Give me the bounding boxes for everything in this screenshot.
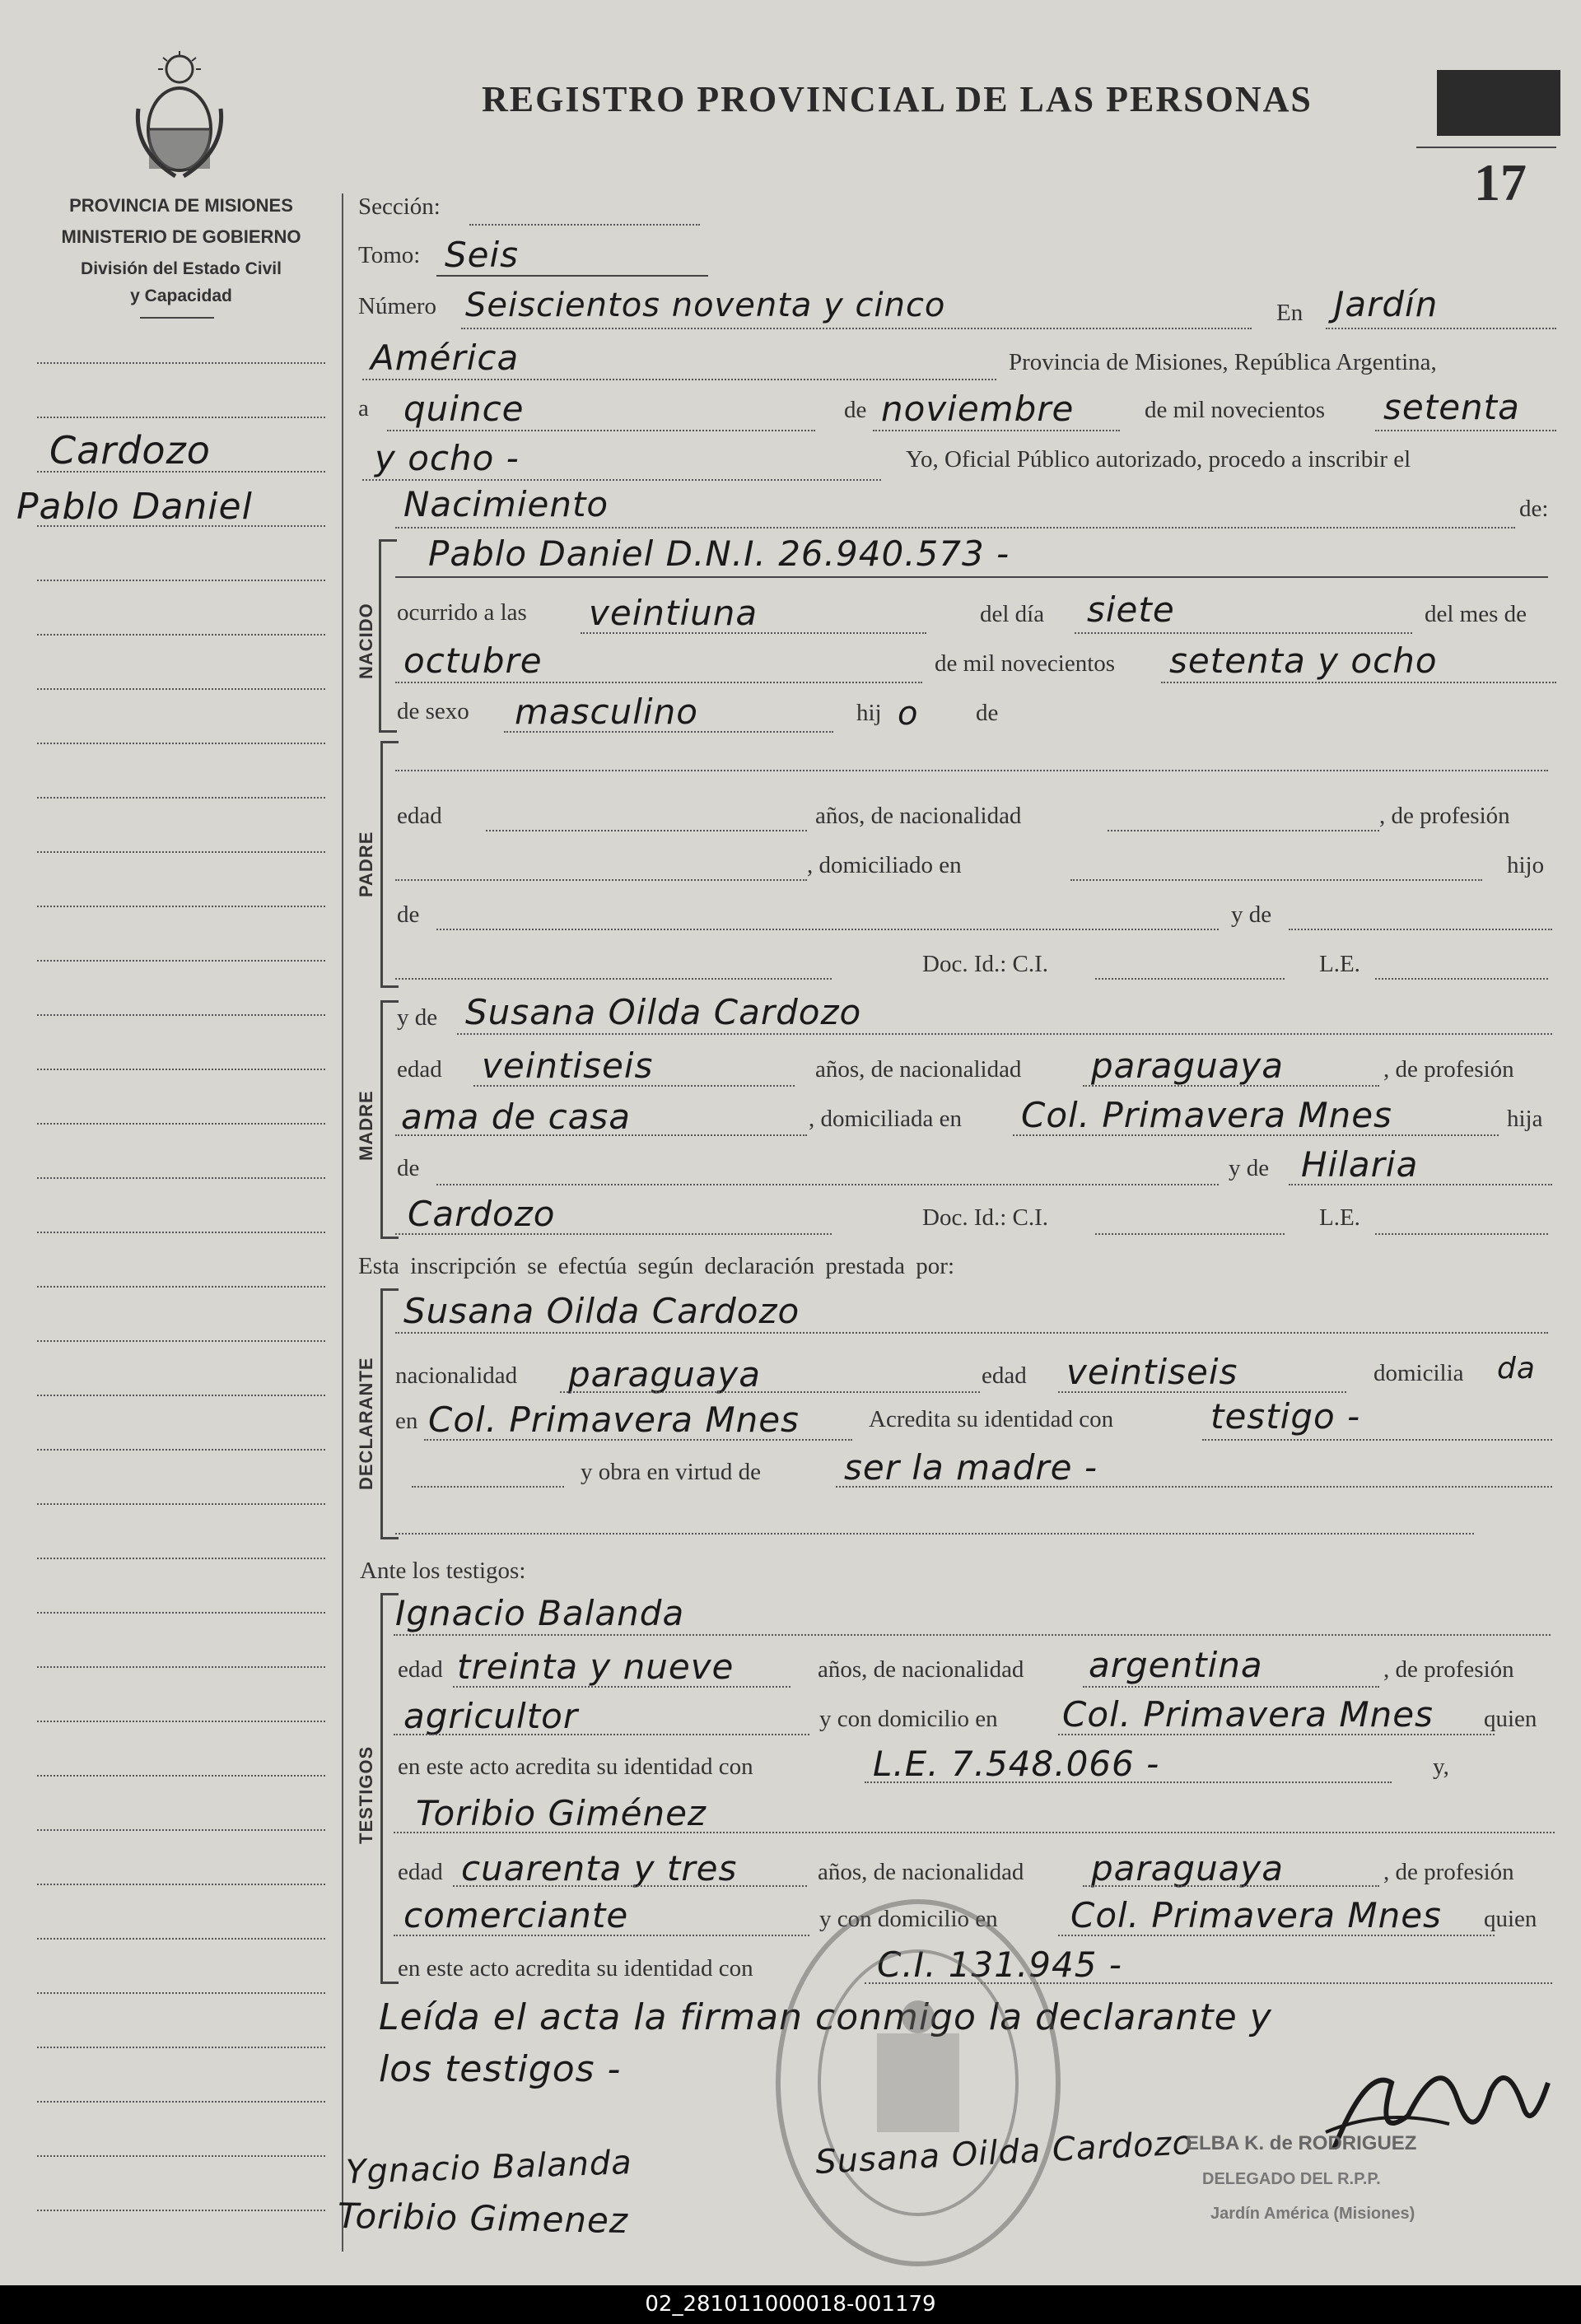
testigos-intro: Ante los testigos: — [360, 1558, 526, 1584]
testigo1-nac-line — [1083, 1686, 1379, 1688]
margin-line — [37, 1829, 325, 1831]
padre-prof-label: , de profesión — [1379, 803, 1510, 829]
closing-line-1[interactable]: Leída el acta la firman conmigo la declarante y — [379, 1996, 1272, 2038]
place-1[interactable]: Jardín — [1334, 284, 1439, 324]
madre-de-line — [436, 1184, 1219, 1185]
org-line-4: y Capacidad — [130, 286, 232, 305]
testigo2-nationality[interactable]: paraguaya — [1091, 1848, 1285, 1889]
padre-bracket — [380, 741, 383, 988]
signature-2: Susana Oilda Cardozo — [814, 2124, 1195, 2182]
nacido-year-line — [1161, 682, 1556, 683]
nacido-hour[interactable]: veintiuna — [589, 593, 758, 633]
tomo-line — [436, 275, 708, 277]
testigo2-prof-label: , de profesión — [1383, 1859, 1514, 1885]
margin-line — [37, 1721, 325, 1722]
nacido-year[interactable]: setenta y ocho — [1169, 640, 1438, 681]
place-2[interactable]: América — [371, 338, 520, 378]
org-line-3: División del Estado Civil — [81, 259, 282, 278]
madre-doc-label: Doc. Id.: C.I. — [922, 1204, 1049, 1231]
declarante-nac-label: nacionalidad — [395, 1362, 518, 1389]
padre-le-line — [1375, 978, 1548, 980]
madre-age-line — [473, 1085, 795, 1087]
numero-line — [461, 328, 1252, 329]
madre-nac-label: años, de nacionalidad — [815, 1056, 1022, 1083]
padre-nac-line — [1108, 830, 1379, 831]
nacido-name-line — [395, 576, 1548, 578]
seccion-label: Sección: — [358, 193, 441, 220]
margin-line — [37, 1558, 325, 1559]
page-title: REGISTRO PROVINCIAL DE LAS PERSONAS — [482, 79, 1313, 119]
madre-nationality[interactable]: paraguaya — [1091, 1046, 1285, 1086]
de-label: de — [844, 397, 867, 423]
declarante-extra-line — [412, 1486, 564, 1488]
year-value-2[interactable]: y ocho - — [375, 438, 520, 478]
declarante-dom-suffix[interactable]: da — [1497, 1352, 1536, 1386]
madre-le-line — [1375, 1233, 1548, 1235]
margin-line — [37, 2155, 325, 2157]
testigo1-acred-label: en este acto acredita su identidad con — [398, 1753, 753, 1780]
margin-line — [37, 1666, 325, 1668]
madre-age[interactable]: veintiseis — [482, 1046, 654, 1086]
padre-le-label: L.E. — [1319, 951, 1360, 977]
madre-name[interactable]: Susana Oilda Cardozo — [465, 992, 862, 1032]
nacido-bracket — [379, 539, 381, 733]
margin-line — [37, 1123, 325, 1125]
testigo2-address-line — [1058, 1935, 1495, 1936]
madre-section-label: MADRE — [356, 1090, 376, 1161]
nacido-section-label: NACIDO — [356, 603, 376, 679]
declarante-identity[interactable]: testigo - — [1210, 1396, 1361, 1437]
padre-surname-line — [395, 978, 832, 980]
org-underline — [140, 317, 214, 319]
margin-line — [37, 1340, 325, 1342]
nacido-month[interactable]: octubre — [403, 640, 543, 681]
margin-line — [37, 960, 325, 962]
testigo1-name[interactable]: Ignacio Balanda — [395, 1593, 685, 1633]
tomo-label: Tomo: — [358, 242, 421, 268]
declarante-virtue-line — [836, 1486, 1552, 1488]
declarante-virtue[interactable]: ser la madre - — [844, 1447, 1098, 1488]
nacido-de-label: de — [976, 700, 999, 726]
madre-profession[interactable]: ama de casa — [401, 1097, 632, 1137]
hour-line — [581, 632, 926, 634]
declarante-name-line — [395, 1332, 1548, 1334]
stamp-line-3: Jardín América (Misiones) — [1210, 2205, 1415, 2223]
madre-prof-label: , de profesión — [1383, 1056, 1514, 1083]
footer-id: 02_281011000018-001179 — [0, 2285, 1581, 2324]
testigo1-quien-label: quien — [1484, 1706, 1537, 1732]
margin-line — [37, 1938, 325, 1940]
testigo2-quien-label: quien — [1484, 1906, 1537, 1932]
month-line — [873, 430, 1120, 431]
margin-line — [37, 1177, 325, 1179]
org-line-1: PROVINCIA DE MISIONES — [69, 195, 293, 216]
testigo1-prof-line — [394, 1734, 809, 1735]
declarante-address[interactable]: Col. Primavera Mnes — [428, 1400, 800, 1440]
madre-y-de2-label: y de — [1229, 1155, 1270, 1181]
margin-line — [37, 1612, 325, 1614]
act-type-line — [395, 527, 1515, 529]
del-dia-label: del día — [980, 601, 1045, 627]
madre-parent-surname[interactable]: Cardozo — [408, 1194, 556, 1234]
signature-3: Toribio Gimenez — [337, 2195, 629, 2242]
testigos-bracket — [380, 1593, 383, 1984]
madre-de-label: de — [397, 1155, 420, 1181]
nacido-sex[interactable]: masculino — [515, 692, 698, 732]
sex-line — [504, 731, 833, 733]
margin-line — [37, 906, 325, 907]
madre-edad-label: edad — [397, 1056, 442, 1083]
mil-label: de mil novecientos — [1145, 397, 1326, 423]
margin-line — [37, 1775, 325, 1777]
testigo1-y-label: y, — [1433, 1753, 1449, 1780]
declarante-obra-label: y obra en virtud de — [581, 1459, 762, 1485]
ocurrido-label: ocurrido a las — [397, 599, 527, 626]
redacted-mark — [1437, 70, 1560, 136]
testigo1-name-line — [394, 1634, 1551, 1636]
testigo2-address[interactable]: Col. Primavera Mnes — [1070, 1895, 1442, 1935]
madre-parent2[interactable]: Hilaria — [1301, 1144, 1419, 1185]
numero-value[interactable]: Seiscientos noventa y cinco — [465, 286, 946, 324]
declarante-address-line — [424, 1439, 852, 1441]
registry-seal-icon — [770, 1893, 1066, 2272]
margin-line — [37, 851, 325, 853]
declarante-section-label: DECLARANTE — [356, 1357, 376, 1490]
margin-line — [37, 1884, 325, 1885]
margin-line — [37, 1069, 325, 1070]
testigo1-id[interactable]: L.E. 7.548.066 - — [873, 1744, 1160, 1784]
padre-edad-line — [486, 830, 807, 831]
testigo2-age-line — [453, 1885, 807, 1887]
testigo1-prof-label: , de profesión — [1383, 1656, 1514, 1683]
closing-line-2[interactable]: los testigos - — [379, 2048, 622, 2090]
del-mes-label: del mes de — [1425, 601, 1527, 627]
sexo-label: de sexo — [397, 698, 469, 724]
act-type[interactable]: Nacimiento — [403, 484, 609, 524]
testigo1-age-line — [453, 1686, 790, 1688]
madre-name-line — [457, 1033, 1552, 1035]
en-label: En — [1276, 300, 1304, 326]
madre-prof-line — [395, 1134, 807, 1136]
madre-hija-label: hija — [1507, 1106, 1543, 1132]
declarante-dom-label: domicilia — [1373, 1360, 1464, 1386]
testigo2-prof-line — [394, 1935, 809, 1936]
provincia-text: Provincia de Misiones, República Argentina, — [1009, 349, 1437, 375]
stamp-line-2: DELEGADO DEL R.P.P. — [1202, 2170, 1381, 2188]
margin-line — [37, 2101, 325, 2103]
padre-edad-label: edad — [397, 803, 442, 829]
testigo1-profession[interactable]: agricultor — [403, 1696, 579, 1736]
madre-dom-line — [1013, 1134, 1499, 1136]
nacido-mil-label: de mil novecientos — [935, 650, 1116, 677]
margin-line — [37, 634, 325, 636]
padre-dom-label: , domiciliado en — [807, 852, 962, 878]
madre-ci-line — [1095, 1233, 1285, 1235]
margin-line — [37, 1395, 325, 1396]
declarante-name[interactable]: Susana Oilda Cardozo — [403, 1291, 800, 1331]
margin-line — [37, 1449, 325, 1451]
madre-nac-line — [1083, 1085, 1379, 1087]
margin-line — [37, 688, 325, 690]
testigo2-nac-label: años, de nacionalidad — [818, 1859, 1024, 1885]
declarante-bracket — [380, 1288, 383, 1539]
testigo2-dom-label: y con domicilio en — [819, 1906, 998, 1932]
month-value[interactable]: noviembre — [881, 389, 1075, 429]
year-line-1 — [1375, 430, 1556, 431]
madre-address[interactable]: Col. Primavera Mnes — [1021, 1095, 1392, 1135]
padre-hijo-label: hijo — [1507, 852, 1545, 878]
nacido-name[interactable]: Pablo Daniel D.N.I. 26.940.573 - — [428, 533, 1010, 574]
padre-ci-line — [1095, 978, 1285, 980]
margin-given-names: Pablo Daniel — [16, 486, 253, 528]
margin-line — [37, 417, 325, 418]
testigo2-edad-label: edad — [398, 1859, 443, 1885]
hijo-suffix[interactable]: o — [898, 695, 919, 733]
madre-surname-line — [395, 1233, 832, 1235]
margin-line — [37, 2047, 325, 2048]
testigo2-nac-line — [1083, 1885, 1379, 1887]
place-line-1 — [1326, 328, 1556, 329]
testigo1-age[interactable]: treinta y nueve — [457, 1646, 735, 1687]
testigos-section-label: TESTIGOS — [356, 1745, 376, 1844]
numero-label: Número — [358, 293, 437, 319]
declarante-edad-label: edad — [982, 1362, 1027, 1389]
declarante-age[interactable]: veintiseis — [1066, 1352, 1238, 1392]
nacido-day-line — [1075, 632, 1412, 634]
declarante-identity-line — [1202, 1439, 1552, 1441]
padre-section-label: PADRE — [356, 831, 376, 897]
testigo2-id[interactable]: C.I. 131.945 - — [877, 1944, 1122, 1985]
margin-column-border — [342, 193, 343, 2252]
testigo2-name-line — [394, 1832, 1555, 1833]
declarante-nac-line — [560, 1391, 980, 1393]
oficial-text: Yo, Oficial Público autorizado, procedo a inscribir el — [906, 446, 1411, 473]
madre-le-label: L.E. — [1319, 1204, 1360, 1231]
testigo1-address[interactable]: Col. Primavera Mnes — [1062, 1694, 1434, 1735]
day-value[interactable]: quince — [403, 389, 525, 429]
declarante-nationality[interactable]: paraguaya — [568, 1354, 762, 1395]
margin-line — [37, 743, 325, 744]
margin-line — [37, 1992, 325, 1994]
testigo1-address-line — [1058, 1734, 1495, 1735]
testigo1-edad-label: edad — [398, 1656, 443, 1683]
testigo2-age[interactable]: cuarenta y tres — [461, 1848, 738, 1889]
padre-de-line — [436, 929, 1219, 930]
hijo-label: hij — [856, 700, 882, 726]
tomo-value[interactable]: Seis — [445, 235, 520, 275]
testigo1-nac-label: años, de nacionalidad — [818, 1656, 1024, 1683]
padre-doc-label: Doc. Id.: C.I. — [922, 951, 1049, 977]
org-line-2: MINISTERIO DE GOBIERNO — [61, 226, 301, 247]
seccion-line — [469, 224, 700, 226]
padre-prof-line — [395, 879, 807, 881]
testigo2-acred-label: en este acto acredita su identidad con — [398, 1955, 753, 1982]
padre-y-de-line — [1289, 929, 1552, 930]
margin-line — [37, 2210, 325, 2211]
padre-name-line — [395, 770, 1548, 771]
page-number: 17 — [1474, 153, 1527, 212]
padre-de-label: de — [397, 901, 420, 928]
nacido-day[interactable]: siete — [1087, 589, 1175, 630]
title-rule — [1416, 147, 1556, 148]
testigo1-nationality[interactable]: argentina — [1089, 1645, 1263, 1685]
padre-nac-label: años, de nacionalidad — [815, 803, 1022, 829]
madre-parent2-line — [1289, 1184, 1552, 1185]
day-line — [387, 430, 815, 431]
margin-line — [37, 580, 325, 581]
margin-line — [37, 1232, 325, 1233]
year-line-2 — [362, 479, 881, 481]
padre-dom-line — [1070, 879, 1482, 881]
padre-y-de-label: y de — [1231, 901, 1272, 928]
margin-surname: Cardozo — [49, 428, 211, 473]
margin-line — [37, 797, 325, 799]
a-label: a — [358, 395, 369, 421]
declarante-en-label: en — [395, 1408, 418, 1434]
testigo2-profession[interactable]: comerciante — [403, 1895, 629, 1935]
declarante-acred-label: Acredita su identidad con — [869, 1406, 1114, 1432]
nacido-month-line — [395, 682, 922, 683]
signature-1: Ygnacio Balanda — [345, 2143, 633, 2192]
year-value-1[interactable]: setenta — [1383, 387, 1520, 427]
margin-line — [37, 1503, 325, 1505]
madre-dom-label: , domiciliada en — [809, 1106, 963, 1132]
madre-bracket — [380, 1000, 383, 1239]
stamp-line-1: ELBA K. de RODRIGUEZ — [1186, 2132, 1417, 2154]
margin-line — [37, 1014, 325, 1016]
margin-line — [37, 1286, 325, 1288]
testigo1-id-line — [865, 1781, 1392, 1783]
coat-of-arms-icon — [130, 51, 229, 183]
de-colon-label: de: — [1519, 496, 1549, 522]
margin-line — [37, 362, 325, 364]
madre-y-de-label: y de — [397, 1004, 438, 1031]
declarante-last-line — [395, 1533, 1474, 1535]
place-line-2 — [362, 379, 996, 380]
declaracion-intro: Esta inscripción se efectúa según declaración prestada por: — [358, 1253, 955, 1279]
declarante-age-line — [1058, 1391, 1346, 1393]
testigo1-dom-label: y con domicilio en — [819, 1706, 998, 1732]
testigo2-name[interactable]: Toribio Giménez — [416, 1793, 707, 1833]
